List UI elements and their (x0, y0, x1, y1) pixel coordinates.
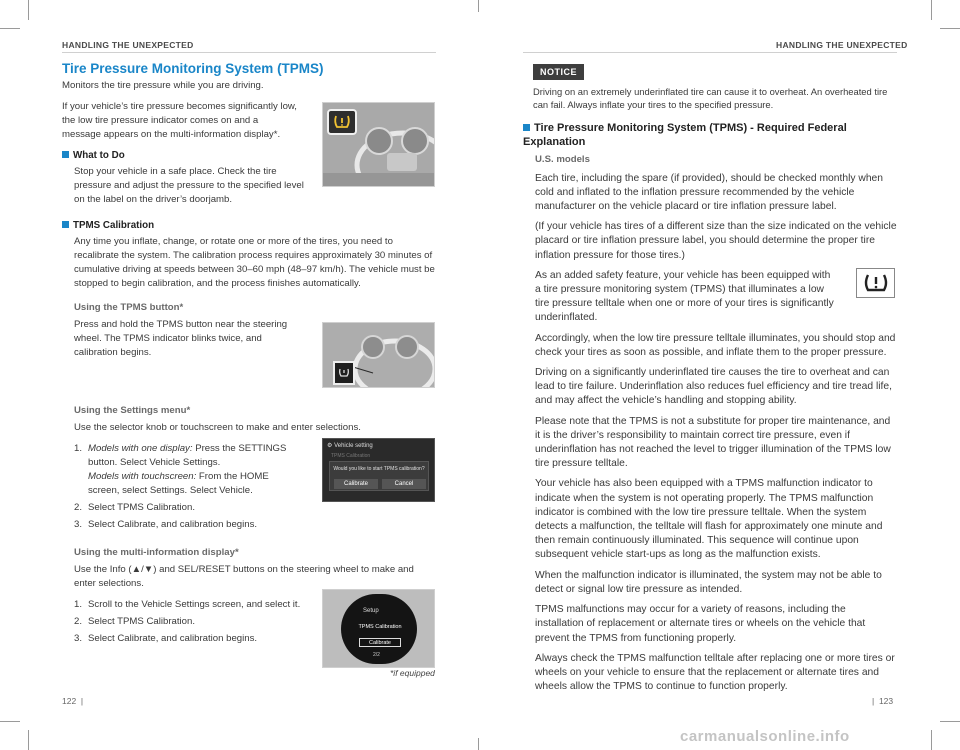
crop-mark (940, 28, 960, 29)
dashboard-indicator-image (322, 102, 435, 187)
tpms-button-image (322, 322, 435, 388)
notice-text: Driving on an extremely underinflated tire can cause it to overheat. An overheated tire can fail. Always inflate your tires to the specified pressure. (533, 86, 888, 110)
paragraph: TPMS malfunctions may occur for a variety of reasons, including the installation of replacement or alternate tires or wheels on the vehicle that prevent the TPMS from functioning properly. (535, 604, 866, 644)
mid-screen-image (322, 589, 435, 668)
crop-mark (28, 0, 29, 20)
tpms-button-callout (333, 361, 355, 385)
paragraph: As an added safety feature, your vehicle has been equipped with a tire pressure monitoring system (TPMS) that illuminates a low tire pressure telltale when one or more of your tires is significantly underinflated. (535, 269, 834, 324)
tpms-button-heading: Using the TPMS button* (74, 302, 184, 313)
crop-mark (931, 730, 932, 750)
tpms-telltale-box (856, 268, 895, 298)
screen-title: ⚙ Vehicle setting (327, 443, 373, 449)
tpms-warning-icon (863, 272, 889, 294)
notice-badge: NOTICE (533, 64, 584, 80)
list-item: 2. Select TPMS Calibration. (74, 502, 195, 513)
paragraph: (If your vehicle has tires of a different size than the size indicated on the vehicle placard or tire inflation pressure label, you should determine the proper tire inflation pressure for those tires.) (535, 221, 897, 261)
crop-mark (0, 28, 20, 29)
crop-mark (478, 0, 479, 12)
what-to-do-text: Stop your vehicle in a safe place. Check the tire pressure and adjust the pressure to the specified level on the label on the driver’s doorjamb. (74, 166, 304, 205)
right-page-number: | 123 (872, 696, 894, 706)
us-models-label: U.S. models (535, 154, 590, 166)
calibration-text: Any time you inflate, change, or rotate one or more of the tires, you need to recalibrate the system. The calibration process requires approximately 30 minutes of cumulative driving at speeds between 30–60 mph (48–97 km/h). The vehicle must be stopped to begin calibration, and the process finishes automatically. (74, 236, 435, 289)
crop-mark (0, 721, 20, 722)
list-item: 1. Scroll to the Vehicle Settings screen, and select it. (74, 599, 301, 610)
mid-calibrate-option: Calibrate (359, 638, 401, 647)
settings-screen-image (322, 438, 435, 502)
right-running-header: HANDLING THE UNEXPECTED (776, 40, 908, 50)
footnote: *if equipped (390, 668, 435, 678)
federal-text (523, 172, 897, 695)
crop-mark (28, 730, 29, 750)
list-item: 2. Select TPMS Calibration. (74, 616, 195, 627)
paragraph: Driving on a significantly underinflated tire causes the tire to overheat and can lead to tire failure. Underinflation also reduces fuel efficiency and tire tread life, and may affect the vehicle’s handling and stopping ability. (535, 367, 892, 407)
mid-setup-label: Setup (363, 608, 379, 614)
calibration-dialog (329, 461, 429, 491)
section-bullet-icon (62, 221, 69, 228)
right-column (523, 85, 897, 700)
screen-dim-row: TPMS Calibration (331, 453, 371, 459)
dialog-question: Would you like to start TPMS calibration? (333, 466, 425, 472)
paragraph: Please note that the TPMS is not a substitute for proper tire maintenance, and it is the driver’s responsibility to maintain correct tire pressure, even if underinflation has not reached the level to trigger illumination of the TPMS low tire pressure telltale. (535, 415, 891, 470)
mid-steps (62, 598, 302, 646)
paragraph: When the malfunction indicator is illuminated, the system may not be able to detect or signal low tire pressure as intended. (535, 569, 882, 595)
what-to-do-heading: What to Do (62, 149, 437, 163)
tpms-button-icon (338, 367, 350, 379)
list-item: 3. Select Calibrate, and calibration begins. (74, 633, 258, 644)
list-item: 1. Models with one display: Press the SETTINGS button. Select Vehicle Settings. Models with touchscreen: From the HOME screen, select Settings. Select Vehicle. (74, 443, 287, 496)
watermark: carmanualsonline.info (680, 728, 850, 745)
mid-heading: Using the multi-information display* (74, 547, 239, 558)
tpms-warning-icon (333, 114, 351, 130)
left-running-header: HANDLING THE UNEXPECTED (62, 40, 194, 50)
paragraph: Always check the TPMS malfunction telltale after replacing one or more tires or wheels on your vehicle to ensure that the replacement or alternate tires and wheels allow the TPMS to continue to function properly. (535, 652, 895, 693)
mid-tpms-label: TPMS Calibration (358, 624, 402, 630)
mid-intro: Use the Info (▲/▼) and SEL/RESET buttons on the steering wheel to make and enter selections. (74, 564, 414, 589)
right-header-rule (523, 52, 897, 53)
paragraph: Each tire, including the spare (if provided), should be checked monthly when cold and inflated to the inflation pressure recommended by the vehicle manufacturer on the vehicle placard or tire inflation pressure label. (535, 172, 884, 213)
paragraph: Accordingly, when the low tire pressure telltale illuminates, you should stop and check your tires as soon as possible, and inflate them to the proper pressure. (535, 332, 896, 358)
crop-mark (931, 0, 932, 20)
section-bullet-icon (523, 124, 530, 131)
settings-menu-heading: Using the Settings menu* (74, 405, 191, 416)
gear-icon: ⚙ (327, 443, 333, 449)
settings-steps (62, 442, 302, 532)
crop-mark (940, 721, 960, 722)
mid-page-indicator: 2/2 (373, 652, 380, 658)
tpms-button-text: Press and hold the TPMS button near the steering wheel. The TPMS indicator blinks twice, and calibration begins. (74, 319, 288, 358)
left-header-rule (62, 52, 436, 53)
settings-menu-intro: Use the selector knob or touchscreen to make and enter selections. (74, 422, 361, 433)
intro-text: Monitors the tire pressure while you are driving. (62, 80, 264, 91)
calibration-heading: TPMS Calibration (62, 219, 437, 233)
federal-explanation-heading: Tire Pressure Monitoring System (TPMS) - Required Federal Explanation (523, 122, 847, 149)
tpms-indicator-callout (327, 109, 357, 135)
section-bullet-icon (62, 151, 69, 158)
cancel-option: Cancel (382, 479, 426, 489)
para-low-pressure: If your vehicle’s tire pressure becomes significantly low, the low tire pressure indicator comes on and a message appears on the multi-information display*. (62, 101, 297, 140)
calibrate-option: Calibrate (334, 479, 378, 489)
list-item: 3. Select Calibrate, and calibration begins. (74, 519, 258, 530)
crop-mark (478, 738, 479, 750)
left-page-number: 122 | (62, 696, 84, 706)
page-title: Tire Pressure Monitoring System (TPMS) (62, 61, 324, 76)
paragraph: Your vehicle has also been equipped with a TPMS malfunction indicator to indicate when the system is not operating properly. The TPMS malfunction indicator is combined with the low tire pressure telltale. When the system detects a malfunction, the telltale will flash for approximately one minute and then remain continuously illuminated. This sequence will continue upon subsequent vehicle start-ups as long as the malfunction exists. (535, 478, 883, 561)
